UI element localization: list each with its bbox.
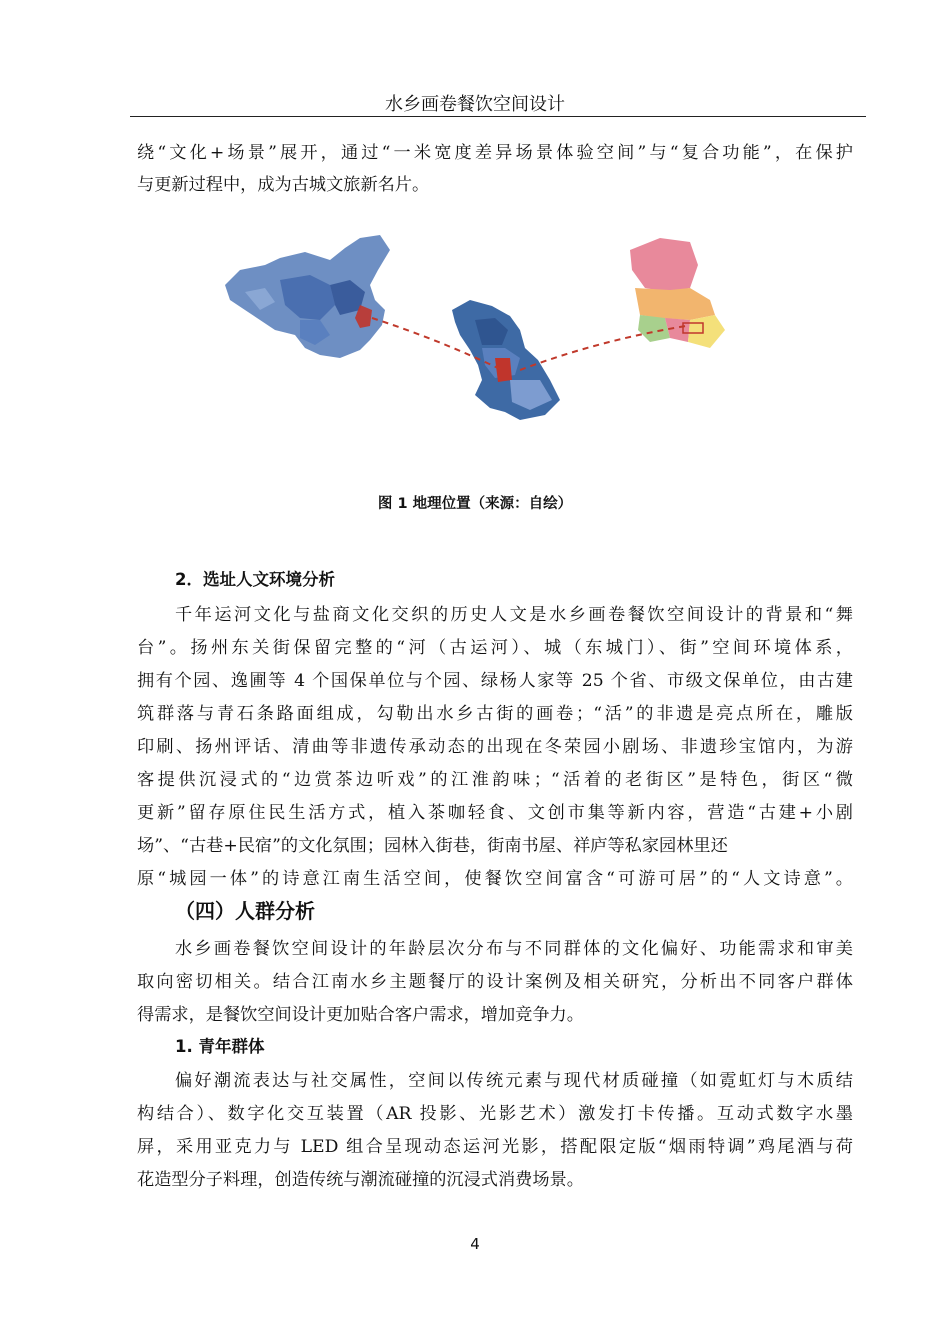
paragraph-line: 千年运河文化与盐商文化交织的历史人文是水乡画卷餐饮空间设计的背景和“舞 [175,605,853,625]
section-heading: 2．选址人文环境分析 [175,570,335,589]
jiangsu-map [452,300,560,420]
page-number: 4 [470,1235,480,1253]
paragraph-line: 场”、“古巷+民宿”的文化氛围；园林入街巷，街南书屋、祥庐等私家园林里还 [137,836,728,856]
page-header-title: 水乡画卷餐饮空间设计 [385,94,565,115]
paragraph-line: 屏，采用亚克力与 LED 组合呈现动态运河光影，搭配限定版“烟雨特调”鸡尾酒与荷 [137,1137,853,1157]
paragraph-line: 取向密切相关。结合江南水乡主题餐厅的设计案例及相关研究，分析出不同客户群体 [137,972,853,992]
section-heading: （四）人群分析 [175,899,315,923]
china-map [225,235,390,358]
figure-caption: 图 1 地理位置（来源：自绘） [377,496,573,512]
intro-line: 与更新过程中，成为古城文旅新名片。 [137,175,430,195]
paragraph-line: 台”。扬州东关街保留完整的“河（古运河）、城（东城门）、街”空间环境体系， [137,638,853,658]
paragraph-line: 拥有个园、逸圃等 4 个国保单位与个园、绿杨人家等 25 个省、市级文保单位，由古建 [137,671,853,691]
paragraph-line: 水乡画卷餐饮空间设计的年龄层次分布与不同群体的文化偏好、功能需求和审美 [175,939,853,959]
intro-line: 绕“文化+场景”展开，通过“一米宽度差异场景体验空间”与“复合功能”，在保护 [137,143,853,163]
location-map-figure [220,230,740,430]
paragraph-line: 原“城园一体”的诗意江南生活空间，使餐饮空间富含“可游可居”的“人文诗意”。 [137,869,853,889]
paragraph-line: 得需求，是餐饮空间设计更加贴合客户需求，增加竞争力。 [137,1005,584,1025]
paragraph-line: 更新”留存原住民生活方式，植入茶咖轻食、文创市集等新内容，营造“古建+小剧 [137,803,853,823]
subsection-heading: 1. 青年群体 [175,1037,265,1056]
paragraph-line: 偏好潮流表达与社交属性，空间以传统元素与现代材质碰撞（如霓虹灯与木质结 [175,1071,853,1091]
paragraph-line: 印刷、扬州评话、清曲等非遗传承动态的出现在冬荣园小剧场、非遗珍宝馆内，为游 [137,737,853,757]
paragraph-line: 花造型分子料理，创造传统与潮流碰撞的沉浸式消费场景。 [137,1170,584,1190]
header-rule [130,116,866,117]
paragraph-line: 筑群落与青石条路面组成，勾勒出水乡古街的画卷；“活”的非遗是亮点所在，雕版 [137,704,853,724]
paragraph-line: 构结合）、数字化交互装置（AR 投影、光影艺术）激发打卡传播。互动式数字水墨 [137,1104,853,1124]
yangzhou-map [630,238,725,348]
paragraph-line: 客提供沉浸式的“边赏茶边听戏”的江淮韵味；“活着的老街区”是特色，街区“微 [137,770,853,790]
